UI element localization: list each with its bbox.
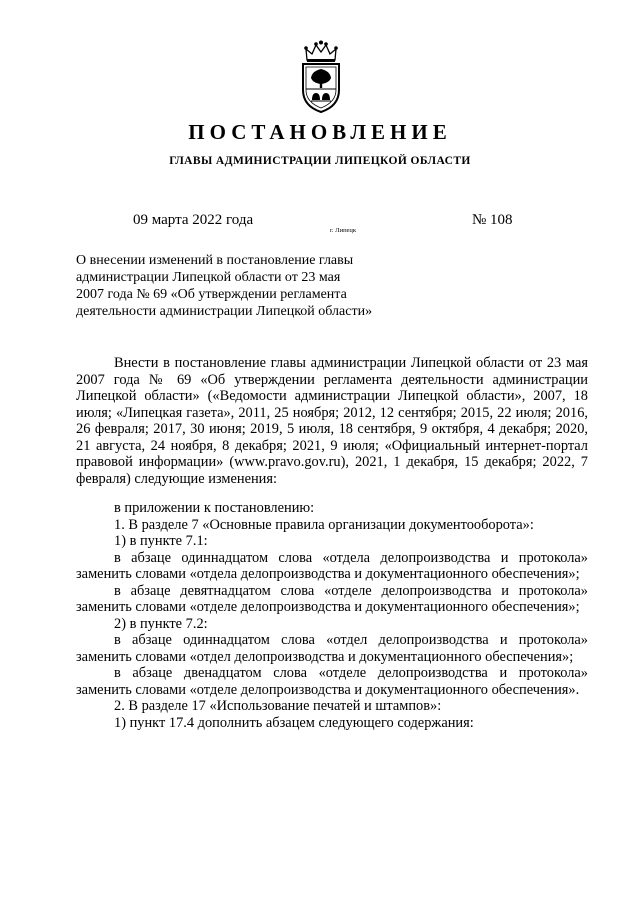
coat-of-arms-emblem [298, 40, 344, 114]
document-number: № 108 [472, 212, 513, 228]
body-paragraph: в абзаце двенадцатом слова «отделе делопроизводства и протокола» заменить словами «отделе делопроизводства и документационного обеспечения». [76, 665, 588, 698]
body-paragraph: в приложении к постановлению: [114, 500, 315, 516]
body-paragraph: в абзаце девятнадцатом слова «отделе делопроизводства и протокола» заменить словами «отделе делопроизводства и документационного обеспечения»; [76, 582, 588, 615]
body-paragraph: 1) в пункте 7.1: [114, 533, 208, 549]
subject-line: администрации Липецкой области от 23 мая [76, 270, 341, 285]
subject-line: О внесении изменений в постановление главы [76, 253, 354, 268]
document-subtitle: ГЛАВЫ АДМИНИСТРАЦИИ ЛИПЕЦКОЙ ОБЛАСТИ [169, 155, 471, 167]
document-subject [76, 252, 416, 320]
body-paragraph: 1. В разделе 7 «Основные правила организации документооборота»: [114, 516, 534, 533]
body-paragraph: 1) пункт 17.4 дополнить абзацем следующего содержания: [114, 714, 474, 731]
document-body [76, 355, 588, 731]
body-paragraph: 2) в пункте 7.2: [114, 615, 208, 632]
body-paragraph: в абзаце одиннадцатом слова «отдел делопроизводства и протокола» заменить словами «отдел делопроизводства и документационного обеспечения»; [76, 632, 588, 665]
body-paragraph: в абзаце одиннадцатом слова «отдела делопроизводства и протокола» заменить словами «отдела делопроизводства и документационного обеспечения»; [76, 549, 588, 582]
subject-line: 2007 года № 69 «Об утверждении регламента [76, 287, 347, 302]
document-title: ПОСТАНОВЛЕНИЕ [188, 120, 452, 144]
document-place: г. Липецк [330, 227, 357, 234]
document-date: 09 марта 2022 года [133, 212, 254, 228]
body-paragraph: Внести в постановление главы администрации Липецкой области от 23 мая 2007 года № 69 «Об утверждении регламента деятельности администрации Липецкой области» («Ведомости администрации Липецкой области», 2007, 18 июля; «Липецкая газета», 2011, 25 ноября; 2012, 12 сентября; 2015, 22 июля; 2016, 26 февраля; 2017, 30 июня; 2019, 5 июля, 18 сентября, 9 октября, 4 декабря; 2020, 21 августа, 24 ноября, 8 декабря; 2021, 9 июля; «Официальный интернет-портал правовой информации» (www.pravo.gov.ru), 2021, 1 декабря, 15 декабря; 2022, 7 февраля) следующие изменения: [76, 355, 588, 487]
body-paragraph: 2. В разделе 17 «Использование печатей и штампов»: [114, 698, 442, 714]
subject-line: деятельности администрации Липецкой области» [76, 304, 373, 319]
